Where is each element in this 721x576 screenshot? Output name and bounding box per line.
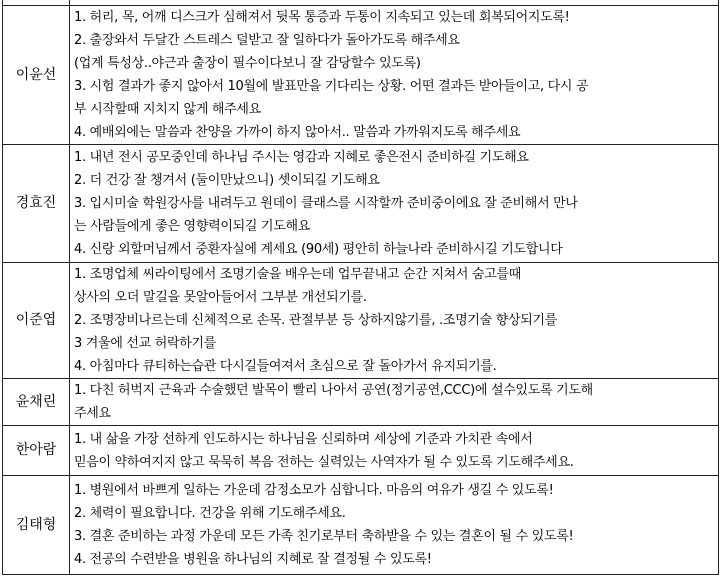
prayer-request-line: 4. 신랑 외할머님께서 중환자실에 계세요 (90세) 평안히 하늘나라 준비하시길 기도합니다	[74, 242, 563, 257]
prayer-request-line: 1. 다친 허벅지 근육과 수술했던 발목이 빨리 나아서 공연(정기공연,CCC)에 설수있도록 기도해	[74, 383, 593, 398]
prayer-request-line: 는 사람들에게 좋은 영향력이되길 기도해요	[74, 219, 310, 234]
prayer-request-line: 1. 허리, 목, 어깨 디스크가 심해져서 뒷목 통증과 두통이 지속되고 있는데 회복되어지도록!	[74, 10, 570, 25]
table-row	[3, 476, 719, 575]
prayer-request-line: 4. 예배외에는 말씀과 찬양을 가까이 하지 않아서.. 말씀과 가까워지도록 해주세요	[74, 125, 521, 140]
table-row	[3, 145, 719, 263]
prayer-request-line: 1. 내 삶을 가장 선하게 인도하시는 하나님을 신뢰하며 세상에 기준과 가치관 속에서	[74, 431, 533, 447]
prayer-requests-cell	[70, 426, 719, 476]
prayer-request-line: (업계 특성상..야근과 출장이 필수이다보니 잘 감당할수 있도록)	[74, 56, 421, 71]
person-name: 이준엽	[3, 263, 70, 379]
prayer-requests-cell	[70, 379, 719, 426]
prayer-request-line: 1. 내년 전시 공모중인데 하나님 주시는 영감과 지혜로 좋은전시 준비하길 기도해요	[74, 150, 529, 165]
prayer-request-line: 3. 시험 결과가 좋지 않아서 10월에 발표만을 기다리는 상황. 어떤 결과든 받아들이고, 다시 공	[74, 79, 589, 94]
prayer-request-line: 1. 조명업체 씨라이팅에서 조명기술을 배우는데 업무끝내고 순간 지쳐서 숨고를때	[74, 267, 521, 282]
person-name: 김태형	[3, 476, 70, 575]
person-name: 이윤선	[3, 6, 70, 145]
table-row	[3, 379, 719, 426]
person-name: 한아람	[3, 426, 70, 476]
table-row	[3, 263, 719, 379]
prayer-request-line: 1. 병원에서 바쁘게 일하는 가운데 감정소모가 심합니다. 마음의 여유가 생길 수 있도록!	[74, 483, 554, 498]
prayer-requests-cell	[70, 6, 719, 145]
prayer-request-line: 3 겨울에 선교 허락하기를	[74, 336, 217, 351]
prayer-request-line: 2. 더 건강 잘 챙겨서 (둘이만났으니) 셋이되길 기도해요	[74, 173, 380, 188]
prayer-request-line: 주세요	[74, 406, 111, 421]
prayer-request-line: 상사의 오더 말길을 못알아들어서 그부분 개선되기를.	[74, 290, 367, 305]
prayer-requests-cell	[70, 145, 719, 263]
table-row	[3, 426, 719, 476]
prayer-requests-cell	[70, 476, 719, 575]
prayer-request-line: 4. 아침마다 큐티하는습관 다시길들여져서 초심으로 잘 돌아가서 유지되기를.	[74, 359, 497, 374]
prayer-request-line: 2. 조명장비나르는데 신체적으로 손목. 관절부분 등 상하지않기를, .조명기술 향상되기를	[74, 313, 557, 328]
prayer-request-line: 2. 출장와서 두달간 스트레스 덜받고 잘 일하다가 돌아가도록 해주세요	[74, 33, 460, 48]
prayer-request-line: 3. 입시미술 학원강사를 내려두고 원데이 클래스를 시작할까 준비중이에요 잘 준비해서 만나	[74, 196, 578, 211]
person-name: 윤채린	[3, 379, 70, 426]
person-name: 경효진	[3, 145, 70, 263]
prayer-request-line: 2. 체력이 필요합니다. 건강을 위해 기도해주세요.	[74, 506, 346, 521]
prayer-request-line: 3. 결혼 준비하는 과정 가운데 모든 가족 친기로부터 축하받을 수 있는 결혼이 될 수 있도록!	[74, 529, 574, 544]
table-row	[3, 6, 719, 145]
prayer-request-table	[2, 0, 719, 575]
prayer-request-line: 부 시작할때 지치지 않게 해주세요	[74, 102, 261, 117]
prayer-request-line: 믿음이 약하여지지 않고 묵묵히 복음 전하는 실력있는 사역자가 될 수 있도록 기도해주세요.	[74, 454, 574, 470]
prayer-requests-cell	[70, 263, 719, 379]
prayer-request-line: 4. 전공의 수련받을 병원을 하나님의 지혜로 잘 결정될 수 있도록!	[74, 552, 432, 567]
